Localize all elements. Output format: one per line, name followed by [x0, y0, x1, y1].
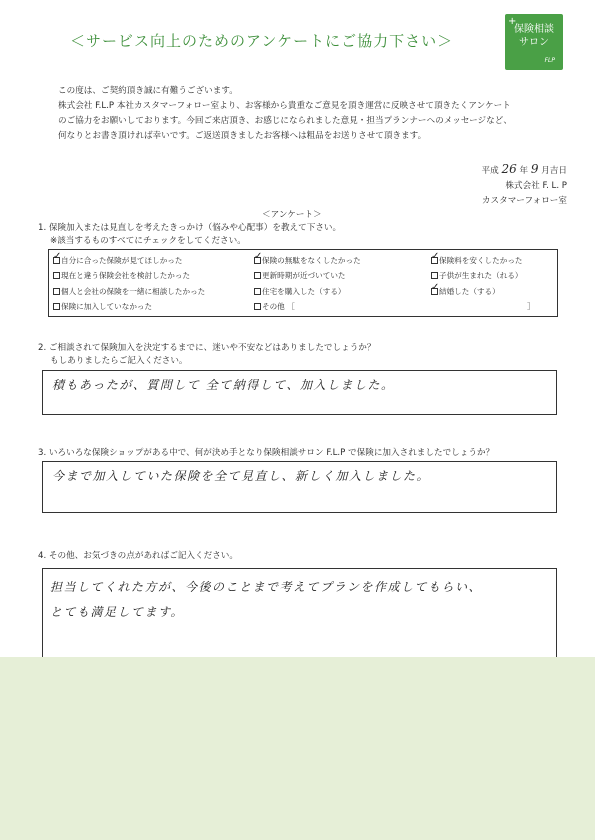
logo-text-line2: サロン [519, 37, 549, 48]
checkbox[interactable] [53, 288, 60, 295]
option-other-company[interactable] [53, 270, 190, 281]
logo-tag: FLP [544, 57, 555, 64]
question-3-text: 3. いろいろな保険ショップがある中で、何が決め手となり保険相談サロン F.L.P で保険に加入されましたでしょうか？ [38, 448, 495, 458]
check-mark-icon: ✓ [254, 251, 263, 262]
question-2-note: もしありましたらご記入ください。 [50, 356, 188, 366]
option-label: 保険に加入していなかった [61, 302, 153, 311]
question-1-text: 1. 保険加入または見直しを考えたきっかけ（悩みや心配事）を教えて下さい。 [38, 223, 342, 233]
question-2 [38, 342, 376, 368]
checkbox[interactable] [254, 272, 261, 279]
plus-icon: + [508, 16, 517, 27]
intro-text [58, 84, 512, 144]
checkbox[interactable] [53, 272, 60, 279]
option-label: 住宅を購入した（する） [262, 287, 346, 296]
month-unit: 月吉日 [541, 166, 567, 176]
checkbox[interactable] [431, 251, 440, 264]
option-own-fit[interactable] [53, 251, 183, 266]
check-mark-icon: ✓ [431, 282, 440, 293]
intro-line: この度は、ご契約頂き誠に有難うございます。 [58, 86, 238, 96]
answer-4-text-line1: 担当してくれた方が、今後のことまで考えてプランを作成してもらい、 [50, 580, 483, 594]
option-label: 個人と会社の保険を一緒に相談したかった [61, 287, 206, 296]
checkbox[interactable] [431, 272, 438, 279]
checkbox[interactable] [53, 303, 60, 310]
department-name: カスタマーフォロー室 [481, 196, 567, 206]
option-not-insured[interactable] [53, 301, 152, 312]
month-value: 9 [530, 162, 539, 176]
option-renewal[interactable] [254, 270, 346, 281]
check-mark-icon: ✓ [53, 251, 62, 262]
date-block [482, 162, 567, 209]
option-lower-premium[interactable] [431, 251, 523, 266]
option-married[interactable] [431, 282, 500, 297]
intro-line: 株式会社 F.L.P 本社カスタマーフォロー室より、お客様から貴重なご意見を頂き運営に反映させて頂きたくアンケート [58, 101, 511, 111]
checkbox[interactable] [254, 288, 261, 295]
year-value: 26 [501, 162, 517, 176]
company-name: 株式会社 F. L. P [505, 181, 567, 191]
checkbox[interactable] [53, 251, 62, 264]
option-label: 現在と違う保険会社を検討したかった [61, 271, 191, 280]
option-label: 更新時期が近づいていた [262, 271, 346, 280]
question-4 [38, 550, 238, 563]
other-bracket-close: ］ [527, 302, 535, 311]
option-label: 子供が生まれた（れる） [439, 271, 523, 280]
option-label: その他 ［ [262, 302, 295, 311]
bottom-overlay-panel [0, 657, 595, 840]
page-title: ＜サービス向上のためのアンケートにご協力下さい＞ [70, 32, 454, 50]
option-label: 保険料を安くしたかった [439, 256, 523, 265]
brand-logo [505, 14, 563, 70]
checkbox[interactable] [254, 303, 261, 310]
check-mark-icon: ✓ [431, 251, 440, 262]
option-child-born[interactable] [431, 270, 523, 281]
survey-heading: ＜アンケート＞ [262, 210, 322, 220]
option-label: 自分に合った保険が見てほしかった [61, 256, 183, 265]
era-label: 平成 [481, 166, 499, 176]
question-4-text: 4. その他、お気づきの点があればご記入ください。 [38, 551, 238, 561]
year-unit: 年 [519, 166, 529, 176]
date-line [482, 162, 567, 179]
question-1-note: ※該当するものすべてにチェックをしてください。 [50, 236, 246, 246]
question-3 [38, 447, 494, 460]
logo-text-line1: 保険相談 [514, 24, 554, 35]
option-personal-business[interactable] [53, 286, 205, 297]
option-label: 保険の無駄をなくしたかった [262, 256, 361, 265]
answer-4-text-line2: とても満足してます。 [50, 605, 185, 619]
checkbox[interactable] [431, 282, 440, 295]
option-label: 結婚した（する） [439, 287, 500, 296]
question-1 [38, 222, 341, 248]
intro-line: のご協力をお願いしております。今回ご来店頂き、お感じになられました意見・担当プランナーへのメッセージなど、 [58, 116, 512, 126]
option-house-purchase[interactable] [254, 286, 346, 297]
answer-3-text: 今まで加入していた保険を全て見直し、新しく加入しました。 [52, 469, 431, 483]
answer-2-text: 積もあったが、質問して 全て納得して、加入しました。 [52, 378, 395, 392]
checkbox[interactable] [254, 251, 263, 264]
intro-line: 何なりとお書き頂ければ幸いです。ご返送頂きましたお客様へは粗品をお送りさせて頂きます。 [58, 131, 427, 141]
option-reduce-waste[interactable] [254, 251, 361, 266]
option-other[interactable] [254, 301, 295, 312]
question-2-text: 2. ご相談されて保険加入を決定するまでに、迷いや不安などはありましたでしょうか？ [38, 343, 376, 353]
